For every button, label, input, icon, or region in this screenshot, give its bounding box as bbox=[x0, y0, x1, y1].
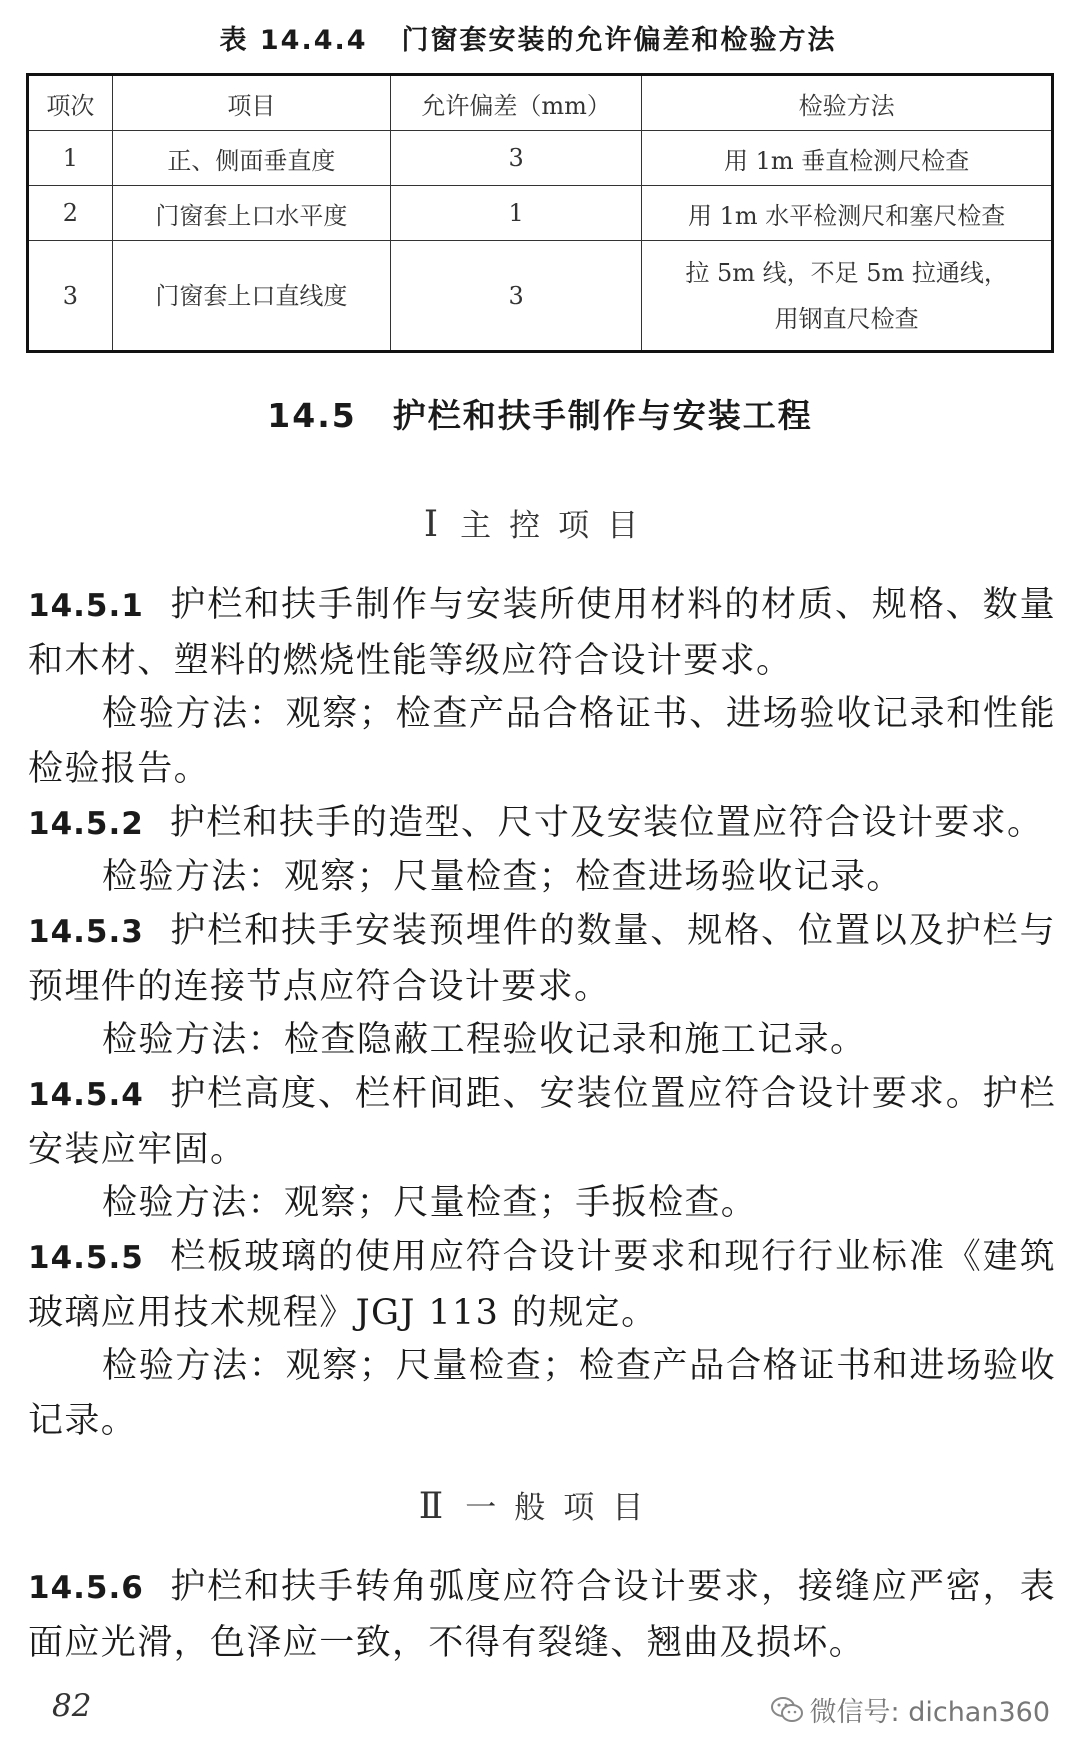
clause-14-5-2 bbox=[28, 796, 1056, 852]
clause-number: 14.5.1 bbox=[28, 588, 144, 624]
watermark bbox=[770, 1690, 1050, 1729]
clause-number: 14.5.5 bbox=[28, 1240, 144, 1276]
inspection-method: 检验方法：观察；检查产品合格证书、进场验收记录和性能检验报告。 bbox=[28, 694, 1056, 789]
table-caption bbox=[0, 18, 1056, 57]
table-caption-number: 表 14.4.4 bbox=[219, 25, 368, 56]
table-row bbox=[28, 131, 1053, 186]
table-row bbox=[28, 241, 1053, 352]
table-header-cell: 项目 bbox=[112, 75, 390, 131]
table-cell-tolerance: 3 bbox=[390, 241, 641, 352]
subhead-main-control bbox=[0, 500, 1080, 545]
clause-number: 14.5.2 bbox=[28, 806, 144, 842]
wechat-icon bbox=[770, 1696, 804, 1724]
method-line: 用钢直尺检查 bbox=[774, 304, 919, 333]
subhead-roman: Ⅱ bbox=[418, 1486, 444, 1527]
clause-14-5-5 bbox=[28, 1230, 1056, 1340]
table-header-row bbox=[28, 75, 1053, 131]
table-caption-title: 门窗套安装的允许偏差和检验方法 bbox=[401, 25, 837, 56]
subhead-text: 一般项目 bbox=[465, 1490, 662, 1526]
subhead-roman: Ⅰ bbox=[423, 504, 439, 545]
clause-14-5-4 bbox=[28, 1067, 1056, 1177]
table-cell-method: 用 1m 垂直检测尺检查 bbox=[642, 131, 1053, 186]
clause-text: 护栏和扶手制作与安装所使用材料的材质、规格、数量和木材、塑料的燃烧性能等级应符合设计要求。 bbox=[28, 585, 1056, 681]
table-cell-no: 3 bbox=[28, 241, 113, 352]
table-cell-item: 正、侧面垂直度 bbox=[112, 131, 390, 186]
table-row bbox=[28, 186, 1053, 241]
inspection-method: 检验方法：观察；尺量检查；手扳检查。 bbox=[102, 1183, 758, 1223]
table-header-cell: 检验方法 bbox=[642, 75, 1053, 131]
tolerance-table bbox=[26, 73, 1054, 353]
clause-14-5-1 bbox=[28, 578, 1056, 688]
clause-text: 护栏高度、栏杆间距、安装位置应符合设计要求。护栏安装应牢固。 bbox=[28, 1074, 1056, 1170]
clause-number: 14.5.6 bbox=[28, 1570, 144, 1606]
clause-14-5-6 bbox=[28, 1560, 1056, 1670]
table-cell-no: 1 bbox=[28, 131, 113, 186]
page-number: 82 bbox=[52, 1688, 92, 1724]
table-cell-method bbox=[642, 241, 1053, 352]
inspection-method: 检验方法：观察；尺量检查；检查产品合格证书和进场验收记录。 bbox=[28, 1346, 1056, 1441]
section-title bbox=[0, 390, 1080, 437]
clause-text: 栏板玻璃的使用应符合设计要求和现行行业标准《建筑玻璃应用技术规程》JGJ 113 的规定。 bbox=[28, 1237, 1056, 1333]
clause-text: 护栏和扶手转角弧度应符合设计要求，接缝应严密，表面应光滑，色泽应一致，不得有裂缝、翘曲及损坏。 bbox=[28, 1567, 1056, 1663]
table-header-cell: 允许偏差（mm） bbox=[390, 75, 641, 131]
subhead-text: 主控项目 bbox=[460, 508, 657, 544]
subhead-general bbox=[0, 1482, 1080, 1527]
table-cell-no: 2 bbox=[28, 186, 113, 241]
clause-text: 护栏和扶手的造型、尺寸及安装位置应符合设计要求。 bbox=[169, 803, 1044, 843]
table-cell-item: 门窗套上口水平度 bbox=[112, 186, 390, 241]
inspection-method: 检验方法：检查隐蔽工程验收记录和施工记录。 bbox=[102, 1020, 867, 1060]
table-cell-tolerance: 1 bbox=[390, 186, 641, 241]
watermark-text: 微信号: dichan360 bbox=[809, 1697, 1050, 1728]
clause-14-5-3 bbox=[28, 904, 1056, 1014]
table-cell-method: 用 1m 水平检测尺和塞尺检查 bbox=[642, 186, 1053, 241]
table-cell-item: 门窗套上口直线度 bbox=[112, 241, 390, 352]
table-header-cell: 项次 bbox=[28, 75, 113, 131]
section-number: 14.5 bbox=[267, 396, 357, 435]
inspection-method: 检验方法：观察；尺量检查；检查进场验收记录。 bbox=[102, 857, 903, 897]
clause-number: 14.5.3 bbox=[28, 914, 144, 950]
table-cell-tolerance: 3 bbox=[390, 131, 641, 186]
clause-text: 护栏和扶手安装预埋件的数量、规格、位置以及护栏与预埋件的连接节点应符合设计要求。 bbox=[28, 911, 1056, 1007]
clause-number: 14.5.4 bbox=[28, 1077, 144, 1113]
section-title-text: 护栏和扶手制作与安装工程 bbox=[392, 396, 813, 435]
method-line: 拉 5m 线，不足 5m 拉通线， bbox=[685, 258, 1008, 287]
